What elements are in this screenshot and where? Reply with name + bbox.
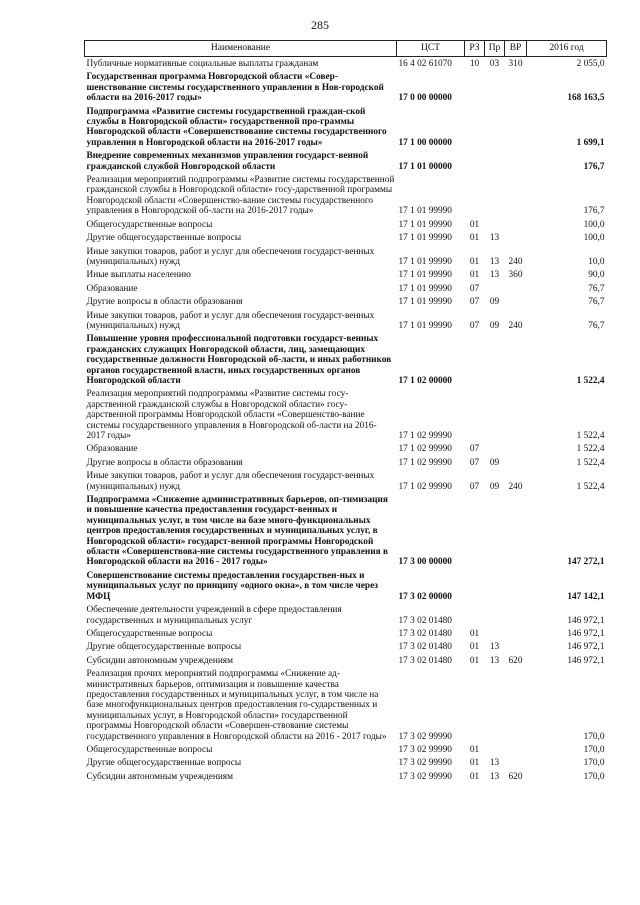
row-vr-cell [505,282,527,295]
row-cst-cell: 17 1 01 99990 [398,219,452,230]
table-row [85,282,607,295]
table-row [85,218,607,231]
row-rz-cell: 01 [469,744,480,755]
row-name-cell: Подпрограмма «Снижение административных барьеров, оп-тимизация и повышение качества предоставления государст-венных и муниципальных услуг, в том числе на базе много-функциональных центров предоставления государственных и муниципальных услуг, в Новгородской области» государст-венной программы Новгородской области «Совершенствова-ние системы государственного управления в Новгородской области на 2016 - 2017 годы» [86,495,388,568]
row-amount-cell: 170,0 [583,771,605,782]
table-row [85,627,607,640]
row-vr-cell [505,756,527,769]
table-row [85,756,607,769]
row-amount-cell: 1 522,4 [576,375,605,386]
row-name-cell: Иные закупки товаров, работ и услуг для обеспечения государст-венных (муниципальных) нужд [86,246,375,267]
row-vr-cell: 240 [508,320,523,331]
row-rz-cell [465,569,485,603]
table-row [85,603,607,627]
row-name-cell: Реализация прочих мероприятий подпрограммы «Снижение ад-министративных барьеров, оптимизация и повышение качества предоставления государственных и муниципальных услуг, в том числе на базе многофункциональных центров предоставления го-сударственных и муниципальных услуг, в Новгородской области» государственной программы Новгородской области «Совершен-ствование системы государственного управления в Новгородской области на 2016 - 2017 годы» [86,669,387,742]
row-cst-cell: 17 3 02 01480 [398,655,452,666]
row-amount-cell: 76,7 [588,320,605,331]
table-row [85,295,607,308]
table-header-row [85,41,607,57]
row-amount-cell: 170,0 [583,744,605,755]
row-cst-cell: 17 1 01 00000 [398,161,452,172]
column-header-pr: Пр [485,41,505,57]
row-pr-cell: 03 [489,59,500,69]
row-rz-cell: 07 [469,457,480,468]
row-pr-cell [485,743,505,756]
row-amount-cell: 1 522,4 [576,457,605,468]
row-name-cell: Другие вопросы в области образования [86,297,243,308]
row-vr-cell [505,667,527,743]
table-row [85,770,607,783]
table-row [85,309,607,333]
row-pr-cell [485,627,505,640]
row-amount-cell: 170,0 [583,758,605,769]
row-rz-cell [465,603,485,627]
table-row [85,654,607,667]
row-rz-cell: 07 [469,444,480,455]
table-row [85,105,607,150]
row-amount-cell: 170,0 [583,731,605,742]
row-amount-cell: 76,7 [588,297,605,308]
row-amount-cell: 100,0 [583,233,605,244]
row-vr-cell: 620 [508,655,523,666]
row-amount-cell: 146 972,1 [567,655,605,666]
row-pr-cell: 13 [489,758,500,769]
row-rz-cell: 01 [469,771,480,782]
row-amount-cell: 10,0 [588,256,605,267]
row-cst-cell: 17 3 02 01480 [398,642,452,653]
column-header-rz: РЗ [465,41,485,57]
table-row [85,268,607,281]
row-vr-cell: 620 [508,771,523,782]
table-row [85,743,607,756]
row-cst-cell: 17 1 01 99990 [398,297,452,308]
row-name-cell: Подпрограмма «Развитие системы государственной граждан-ской службы в Новгородской области» государственной про-граммы Новгородской области «Совершенствование системы государственного управления в Новгородской области на 2016-2017 годы» [86,106,387,148]
row-rz-cell [465,667,485,743]
table-row [85,149,607,173]
row-amount-cell: 147 142,1 [567,591,605,602]
row-vr-cell [505,173,527,218]
row-name-cell: Публичные нормативные социальные выплаты гражданам [86,59,319,69]
table-row [85,245,607,269]
row-cst-cell: 17 3 02 01480 [398,615,452,626]
row-pr-cell [485,569,505,603]
row-name-cell: Субсидии автономным учреждениям [86,771,233,782]
row-rz-cell [465,105,485,150]
row-pr-cell: 13 [489,256,500,267]
row-rz-cell: 07 [469,481,480,492]
row-rz-cell: 07 [469,283,480,294]
row-cst-cell: 17 3 02 01480 [398,628,452,639]
row-vr-cell [505,743,527,756]
row-cst-cell: 17 1 01 99990 [398,233,452,244]
row-amount-cell: 176,7 [583,206,605,217]
row-pr-cell: 13 [489,233,500,244]
row-name-cell: Государственная программа Новгородской области «Совер-шенствование системы государственного управления в Нов-городской области на 2016-2017 годы» [86,72,384,104]
row-vr-cell: 240 [508,481,523,492]
row-pr-cell [485,105,505,150]
row-vr-cell [505,442,527,455]
row-pr-cell [485,218,505,231]
row-pr-cell [485,282,505,295]
row-rz-cell [465,149,485,173]
row-rz-cell: 01 [469,655,480,666]
row-name-cell: Другие общегосударственные вопросы [86,233,242,244]
table-row [85,57,607,71]
row-pr-cell [485,667,505,743]
row-rz-cell [465,70,485,104]
row-cst-cell: 17 1 01 99990 [398,283,452,294]
row-cst-cell: 17 3 02 99990 [398,731,452,742]
row-amount-cell: 147 272,1 [567,557,605,568]
row-pr-cell [485,332,505,387]
row-name-cell: Другие общегосударственные вопросы [86,758,242,769]
row-pr-cell [485,603,505,627]
row-cst-cell: 17 1 01 99990 [398,270,452,281]
row-pr-cell: 09 [489,297,500,308]
row-rz-cell: 01 [469,628,480,639]
row-rz-cell: 01 [469,233,480,244]
row-vr-cell [505,105,527,150]
row-rz-cell [465,173,485,218]
table-row [85,70,607,104]
row-amount-cell: 168 163,5 [567,93,605,104]
row-vr-cell [505,627,527,640]
column-header-name: Наименование [85,41,397,57]
row-name-cell: Повышение уровня профессиональной подготовки государст-венных гражданских служащих Новгородской области, лиц, замещающих государственные должности Новгородской об-ласти, и иных работников органов государственной власти, иных государственных органов Новгородской области [86,334,392,386]
row-cst-cell: 17 3 02 99990 [398,758,452,769]
row-name-cell: Реализация мероприятий подпрограммы «Развитие системы государственной гражданской службы в Новгородской области» госу-дарственной программы Новгородской области «Совершенство-вание системы государственного управления в Новгородской об-ласти на 2016-2017 годы» [86,175,395,217]
row-vr-cell [505,456,527,469]
table-row [85,173,607,218]
table-row [85,640,607,653]
row-vr-cell [505,231,527,244]
row-pr-cell: 09 [489,457,500,468]
table-row [85,569,607,603]
row-vr-cell: 310 [508,59,523,69]
row-vr-cell [505,603,527,627]
row-amount-cell: 1 522,4 [576,431,605,441]
row-name-cell: Субсидии автономным учреждениям [86,655,233,666]
row-cst-cell: 17 1 00 00000 [398,137,452,148]
row-rz-cell: 01 [469,758,480,769]
row-name-cell: Образование [86,283,138,294]
table-body [85,57,607,784]
row-rz-cell [465,332,485,387]
row-name-cell: Другие общегосударственные вопросы [86,642,242,653]
row-vr-cell [505,70,527,104]
column-header-cst: ЦСТ [397,41,465,57]
row-cst-cell: 17 1 01 99990 [398,256,452,267]
row-pr-cell [485,493,505,569]
row-cst-cell: 17 3 00 00000 [398,557,452,568]
row-rz-cell: 01 [469,219,480,230]
row-rz-cell: 07 [469,320,480,331]
row-cst-cell: 17 1 02 99990 [398,481,452,492]
row-pr-cell: 09 [489,481,500,492]
row-cst-cell: 17 1 02 99990 [398,457,452,468]
row-name-cell: Общегосударственные вопросы [86,744,213,755]
table-row [85,442,607,455]
row-cst-cell: 16 4 02 61070 [398,59,452,69]
table-row [85,332,607,387]
row-name-cell: Иные выплаты населению [86,270,191,281]
table-row [85,493,607,569]
row-amount-cell: 90,0 [588,270,605,281]
row-rz-cell: 10 [469,59,480,69]
row-pr-cell: 13 [489,270,500,281]
row-name-cell: Иные закупки товаров, работ и услуг для обеспечения государст-венных (муниципальных) нужд [86,471,375,492]
row-amount-cell: 146 972,1 [567,615,605,626]
table-row [85,667,607,743]
row-name-cell: Реализация мероприятий подпрограммы «Развитие системы госу-дарственной гражданской службы в Новгородской области» госу-дарственной программы Новгородской области «Совершенство-вание системы государственного управления в Новгородской об-ласти на 2016-2017 годы» [86,389,377,441]
row-amount-cell: 146 972,1 [567,642,605,653]
row-vr-cell: 360 [508,270,523,281]
table-row [85,469,607,493]
row-rz-cell: 07 [469,297,480,308]
row-cst-cell: 17 3 02 00000 [398,591,452,602]
row-rz-cell [465,493,485,569]
row-pr-cell: 13 [489,642,500,653]
row-vr-cell: 240 [508,256,523,267]
row-pr-cell: 13 [489,771,500,782]
row-cst-cell: 17 1 02 99990 [398,444,452,455]
row-pr-cell: 13 [489,655,500,666]
row-pr-cell [485,70,505,104]
row-amount-cell: 1 522,4 [576,444,605,455]
row-amount-cell: 176,7 [583,161,605,172]
row-amount-cell: 100,0 [583,219,605,230]
row-name-cell: Совершенствование системы предоставления государствен-ных и муниципальных услуг по принципу «одного окна», в том числе через МФЦ [86,570,378,602]
table-row [85,387,607,442]
row-name-cell: Другие вопросы в области образования [86,457,243,468]
row-cst-cell: 17 1 02 00000 [398,375,452,386]
row-rz-cell: 01 [469,256,480,267]
row-name-cell: Общегосударственные вопросы [86,628,213,639]
row-vr-cell [505,295,527,308]
row-amount-cell: 146 972,1 [567,628,605,639]
row-name-cell: Обеспечение деятельности учреждений в сфере предоставления государственных и муниципальных услуг [86,605,342,626]
row-amount-cell: 76,7 [588,283,605,294]
row-amount-cell: 2 055,0 [576,59,605,69]
row-cst-cell: 17 3 02 99990 [398,744,452,755]
row-vr-cell [505,149,527,173]
row-vr-cell [505,387,527,442]
page-number: 285 [311,18,329,32]
budget-table [84,40,607,783]
row-name-cell: Внедрение современных механизмов управления государст-венной гражданской службой Новгородской области [86,151,369,172]
row-vr-cell [505,493,527,569]
row-cst-cell: 17 3 02 99990 [398,771,452,782]
column-header-year: 2016 год [527,41,607,57]
row-cst-cell: 17 0 00 00000 [398,93,452,104]
column-header-vr: ВР [505,41,527,57]
row-rz-cell: 01 [469,642,480,653]
row-amount-cell: 1 522,4 [576,481,605,492]
row-name-cell: Иные закупки товаров, работ и услуг для обеспечения государст-венных (муниципальных) нужд [86,310,375,331]
row-vr-cell [505,332,527,387]
row-cst-cell: 17 1 01 99990 [398,206,452,217]
row-amount-cell: 1 699,1 [576,137,605,148]
row-cst-cell: 17 1 01 99990 [398,320,452,331]
row-pr-cell [485,442,505,455]
row-pr-cell: 09 [489,320,500,331]
table-row [85,231,607,244]
row-rz-cell: 01 [469,270,480,281]
row-name-cell: Образование [86,444,138,455]
row-vr-cell [505,640,527,653]
row-pr-cell [485,149,505,173]
row-pr-cell [485,173,505,218]
table-row [85,456,607,469]
row-vr-cell [505,218,527,231]
row-rz-cell [465,387,485,442]
row-name-cell: Общегосударственные вопросы [86,219,213,230]
row-vr-cell [505,569,527,603]
row-pr-cell [485,387,505,442]
row-cst-cell: 17 1 02 99990 [398,431,452,441]
